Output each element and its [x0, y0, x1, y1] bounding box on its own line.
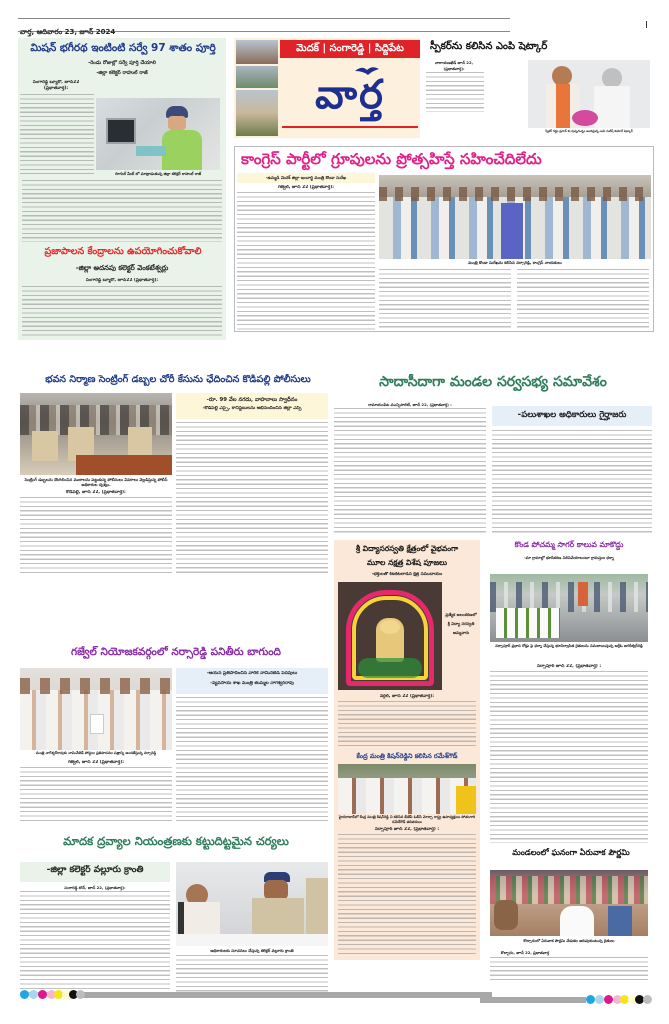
- photo-goddess-idol: [338, 582, 442, 690]
- headline-gajwel-narsareddy: గజ్వేల్ నియోజకవర్గంలో నర్సారెడ్డి పనితీరు బాగుంది: [71, 646, 281, 658]
- subheadline: -కొడిపల్లి ఎస్సై, కానిస్టేబులను అభినందించిన జిల్లా ఎస్పీ: [202, 406, 302, 411]
- article-body: [517, 269, 649, 329]
- photo-speaker-mp: [528, 60, 650, 128]
- article-body: [492, 430, 652, 534]
- page-number-mark: I: [645, 20, 648, 31]
- photo-fountain: [236, 66, 278, 88]
- registration-dot-light-cyan: [29, 990, 38, 999]
- photo-side-caption: ప్రత్యేక అలంకరణలో శ్రీ విద్యా సరస్వతి అమ్మవారు: [445, 612, 477, 635]
- photo-collector-computer: [96, 98, 220, 170]
- headline-konda-pochamma: కొండ పోచమ్మ సాగర్ కాలువ మాకొద్దు: [514, 540, 624, 549]
- subheadline: -రెండు రోజుల్లో సర్వే పూర్తి చేయాలి: [88, 60, 156, 66]
- photo-caption: హైదరాబాద్‌లో కేంద్ర మంత్రి కిషన్‌రెడ్డి ని కలిసిన బీజేపీ ఓబీసీ మోర్చా రాష్ట్ర ఉపాధ్యక్షులు పోతంగారి రమేశ్‌గౌడ్ తదితరులు: [338, 815, 476, 824]
- page-header: [18, 18, 510, 36]
- registration-dot-grey: [643, 995, 652, 1004]
- photo-eruvaka-festival: [490, 870, 648, 936]
- registration-dot-magenta: [604, 995, 613, 1004]
- dateline: వర్గల్, జూన్ 22 (ప్రభాతవార్త):: [379, 694, 435, 699]
- headline: కాంగ్రెస్ పార్టీలో గ్రూపులను ప్రోత్సహిస్తే సహించేదిలేదు: [241, 150, 542, 168]
- article-mission-bhagiratha: [18, 38, 226, 340]
- photo-caption: స్పీకర్ గడ్డం ప్రసాద్ కు పుష్పగుచ్ఛం అందిస్తున్న ఎంపి సురేష్ కుమార్ షెట్కార్: [545, 129, 633, 133]
- dateline: కొడిపల్లి, జూన్ 22, (ప్రభాతవార్త):: [66, 490, 126, 495]
- headline-kishan-reddy: కేంద్ర మంత్రి కిషన్‌రెడ్డిని కలిసిన రమేశ్‌గౌడ్: [356, 752, 458, 760]
- subheadline: -ఆయన ప్రతిపాదించిన వారికే నామినేటెడ్ పదవులు: [206, 671, 298, 676]
- headline: మిషన్ భగీరథ ఇంటింటి సర్వే 97 శాతం పూర్తి: [30, 42, 216, 54]
- article-congress-groups: [234, 146, 654, 332]
- photo-caption: సెంట్రింగ్ డబ్బలను దొంగిలించిన ముఠాలను పట్టుకున్న పోలీసులు వివరాలు వెల్లడిస్తున్న పోలీస్ అధికారుల దృశ్యం.: [24, 477, 168, 487]
- photo-congress-leaders: [379, 175, 651, 259]
- article-body: [22, 180, 222, 242]
- dateline: గజ్వేల్, జూన్ 22 (ప్రభాతవార్త):: [277, 185, 335, 190]
- dateline: రామాయంపేట మున్సిపాలిటీ, జూన్ 22, (ప్రభాతవార్త) :: [368, 402, 452, 407]
- article-body: [20, 497, 172, 575]
- dateline: సంగారెడ్డి టౌన్, జూన్ 22, (ప్రభాతవార్త):: [64, 885, 126, 890]
- photo-minister-narsareddy: [20, 668, 172, 750]
- article-body: [379, 269, 511, 329]
- dateline: కొల్చారం, జూన్ 22, ప్రభాతవార్త: [500, 950, 550, 955]
- article-body: [338, 701, 476, 749]
- subheadline: -జిల్లా కలెక్టర్ రాహుల్ రాజ్: [96, 70, 148, 76]
- dateline: గజ్వేల్, జూన్ 22 (ప్రభాతవార్త):: [67, 760, 125, 765]
- registration-dot-grey: [76, 990, 85, 999]
- photo-farmers-dharna: [490, 574, 648, 642]
- dateline: సంగారెడ్డి బ్యూరో, జూన్22 (ప్రభాతవార్త):: [85, 278, 159, 283]
- article-body: [490, 957, 648, 981]
- headline: శ్రీ విద్యాసరస్వతి క్షేత్రంలో వైభవంగా: [355, 544, 459, 553]
- masthead: [234, 38, 420, 138]
- photo-caption: అధికారులకు సూచనలు చేస్తున్న కలెక్టర్ వల్లూరు క్రాంతి: [210, 948, 294, 953]
- photo-caption: మంత్రి నాగేశ్వర్‌రావుకు నామినేటెడ్ పోస్టుల ప్రతిపాదనల పత్రాన్ని అందజేస్తున్న నర్సారెడ్డి: [35, 751, 157, 755]
- headline: స్పీకర్‌ను కలిసిన ఎంపి షెట్కార్: [430, 41, 548, 52]
- subheadline: -భక్తులతో కిటకిటలాడిన క్షేత్ర సముదాయం: [371, 572, 443, 577]
- subheadline: -పలుశాఖల అధికారులు గైర్హాజరు: [517, 410, 627, 420]
- registration-dot-magenta: [38, 990, 47, 999]
- photo-caption: మంత్రి కొండా సురేఖను కలిసిన నర్సారెడ్డి, కాంగ్రెస్ నాయకులు: [468, 260, 562, 265]
- dateline: నర్సాపూర్ జూన్ 22, (ప్రభాతవార్త) :: [374, 827, 440, 832]
- subheadline: -రూ. 99 వేల నగదు, వాహనాలు స్వాధీనం: [206, 397, 298, 403]
- subheadline: -వ్యవసాయ శాఖ మంత్రి తుమ్మల నాగేశ్వర్‌రావు: [210, 681, 294, 686]
- dateline: సంగారెడ్డి బ్యూరో, జూన్22 (ప్రభాతవార్త):: [32, 80, 80, 91]
- headline-mandal-meeting: సాదాసీదాగా మండల సర్వసభ్య సమావేశం: [379, 374, 607, 390]
- article-body: [176, 955, 328, 993]
- header-dateline: వార్త, ఆదివారం 23, జూన్ 2024: [20, 28, 116, 36]
- headline-sinterring-theft: భవన నిర్మాణ సెంట్రింగ్ డబ్బల చోరీ కేసును ఛేదించిన కొడిపల్లి పోలీసులు: [45, 374, 311, 385]
- photo-temple-top: [236, 40, 278, 64]
- subheadline: -ఉమ్మడి మెదక్ జిల్లా ఇంచార్జి మంత్రి కొండా సురేఖ: [265, 175, 347, 180]
- article-body: [237, 192, 375, 330]
- masthead-underline: [282, 126, 418, 128]
- headline-drug-control: మాదక ద్రవ్యాల నియంత్రణకు కట్టుదిట్టమైన చర్యలు: [63, 834, 289, 848]
- article-body: [20, 767, 172, 821]
- masthead-logo: వార్త: [315, 72, 385, 118]
- subheadline: -జిల్లా అదనపు కలెక్టర్ వెంకటేశ్వర్లు: [75, 264, 169, 272]
- subheadline-box: [20, 862, 170, 882]
- article-body: [20, 94, 94, 174]
- registration-dot-light-cyan: [595, 995, 604, 1004]
- photo-clock-tower: [236, 90, 278, 136]
- subheadline: -జిల్లా కలెక్టర్ వల్లూరు క్రాంతి: [46, 865, 144, 875]
- registration-dot-cyan: [586, 995, 595, 1004]
- article-body: [426, 72, 484, 112]
- headline-eruvaka: మండలంలో ఘనంగా ఏరువాక పౌర్ణమి: [512, 848, 630, 857]
- masthead-districts: మెదక్ | సంగారెడ్డి | సిద్దిపేట: [280, 40, 420, 58]
- subheadline: -మా గ్రామాల్లో భూసేకరణ నిలిపివేయాలంటూ గ్రామస్తుల ధర్నా: [524, 555, 614, 560]
- article-body: [490, 671, 648, 843]
- subheadline-box: [237, 173, 375, 183]
- dateline: నర్సాపూర్ జూన్ 22, (ప్రభాతవార్త) :: [536, 664, 602, 669]
- subheadline-box: [176, 668, 328, 694]
- subheadline-box: [176, 393, 328, 419]
- article-body: [334, 408, 486, 534]
- article-body: [176, 422, 328, 575]
- photo-caption: గూగుల్ మీట్ లో మాట్లాడుతున్న జిల్లా కలెక్టర్ రాహుల్ రాజ్: [114, 171, 202, 176]
- photo-caption: నర్సాపూర్ ప్రధాన రోడ్డు పై ధర్నా చేస్తున్న భూనిర్వాసిత రైతులను సమదాయిస్తున్న ఆర్డీఓ జగదీశ్వర్‌రెడ్డి: [495, 643, 643, 648]
- side-box: [492, 406, 652, 426]
- headline: మూల నక్షత్ర విశేష పూజలు: [366, 558, 448, 567]
- article-vidya-saraswathi: [334, 540, 480, 960]
- photo-kishan-reddy: [338, 764, 476, 814]
- article-body: [22, 286, 222, 338]
- photo-police-press: [20, 393, 172, 475]
- article-speaker-meeting: [424, 38, 652, 138]
- footer-grey-bar: [480, 997, 586, 1003]
- headline: ప్రజాపాలన కేంద్రాలను ఉపయోగించుకోవాలి: [44, 246, 202, 257]
- photo-collector-police: [176, 862, 328, 946]
- article-body: [20, 891, 170, 993]
- registration-dot-cyan: [20, 990, 29, 999]
- article-body: [338, 834, 476, 954]
- footer-grey-bar: [82, 992, 492, 998]
- article-body: [176, 697, 328, 821]
- photo-caption: కొల్చారంలో ఏరువాక పౌర్ణమి వేడుకల జరుపుకుంటున్న రైతులు: [523, 938, 615, 943]
- dateline: నారాయణఖేడ్ జూన్ 22, (ప్రభాతవార్త):: [434, 60, 474, 71]
